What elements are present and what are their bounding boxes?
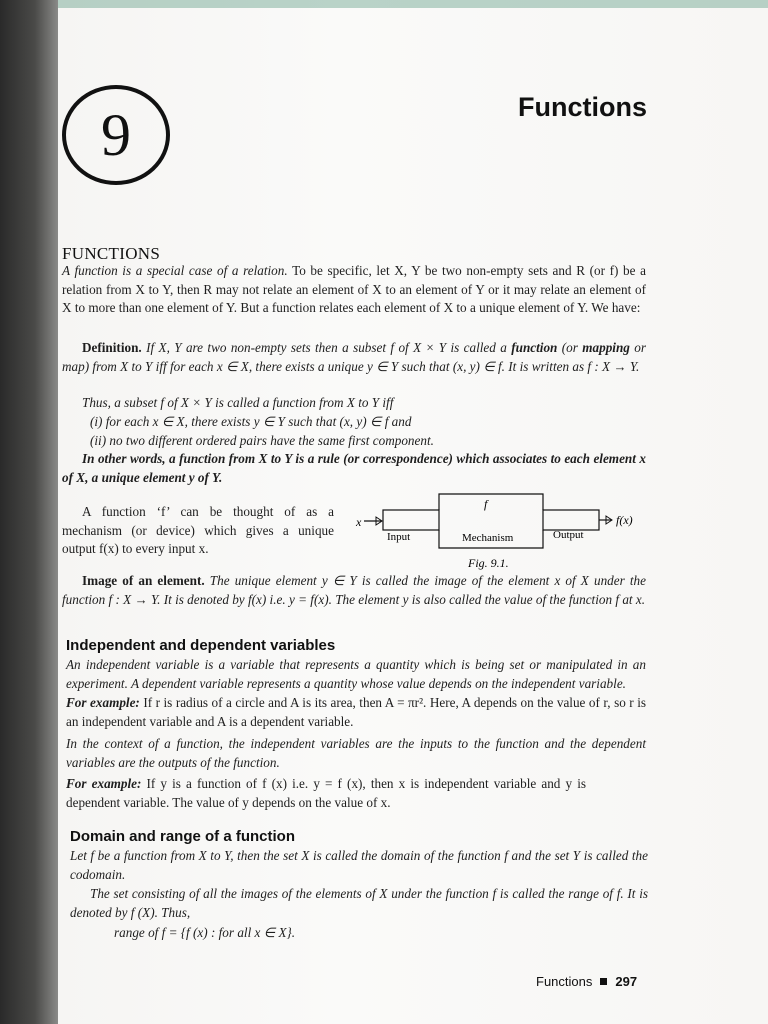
example-1-text: If r is radius of a circle and A is its area, then A = πr². Here, A depends on the value of r, so r is an independent variable and A is a dependent variable.	[66, 695, 646, 729]
variables-example-2	[66, 775, 586, 812]
section-heading-functions: FUNCTIONS	[62, 244, 161, 263]
variables-paragraph-1: An independent variable is a variable that represents a quantity which is being set or manipulated in an experiment. A dependent variable represents a quantity whose value depends on the independent variable.	[66, 657, 646, 691]
footer-square-icon	[600, 978, 607, 985]
output-box	[543, 510, 599, 530]
figure-caption: Fig. 9.1.	[468, 556, 509, 570]
image-paragraph	[62, 572, 646, 609]
diagram-output-label: Output	[553, 529, 584, 541]
page-footer	[536, 974, 637, 989]
condition-1: (i) for each x ∈ X, there exists y ∈ Y such that (x, y) ∈ f and	[90, 414, 412, 429]
thus-line: Thus, a subset f of X × Y is called a function from X to Y iff	[82, 395, 394, 410]
example-2-label: For example:	[66, 776, 142, 791]
image-text: The unique element y ∈ Y is called the image of the element x of X under the function f : X → Y. It is denoted by f(x) i.e. y = f(x). The element y is also called the value of the function f at x.	[62, 573, 646, 607]
chapter-number-badge	[62, 85, 170, 185]
domain-paragraph-2: The set consisting of all the images of the elements of X under the function f is called the range of f. It is denoted by f (X). Thus,	[70, 886, 648, 920]
domain-paragraph-1: Let f be a function from X to Y, then the set X is called the domain of the function f and the set Y is called the codomain.	[70, 848, 648, 882]
chapter-number: 9	[101, 101, 131, 168]
functions-intro-paragraph	[62, 262, 646, 318]
function-mechanism-diagram	[350, 488, 650, 578]
variables-paragraph-2: In the context of a function, the independent variables are the inputs to the function and the dependent variables are the outputs of the function.	[66, 736, 646, 770]
book-binding-edge	[0, 0, 58, 1024]
definition-text-1: If X, Y are two non-empty sets then a subset f of X × Y is called a	[141, 340, 512, 355]
mechanism-description: A function ‘f’ can be thought of as a mechanism (or device) which gives a unique output f(x) to every input x.	[62, 504, 334, 556]
definition-term-mapping: mapping	[582, 340, 630, 355]
other-words-paragraph	[62, 450, 646, 487]
definition-paragraph	[62, 339, 646, 376]
variables-example-1	[66, 694, 646, 731]
definition-label: Definition.	[82, 340, 142, 355]
section-heading-domain-range: Domain and range of a function	[70, 828, 296, 845]
section-heading-variables: Independent and dependent variables	[66, 637, 336, 654]
diagram-input-label: Input	[387, 531, 411, 543]
intro-rest: To be specific, let X, Y be two non-empty sets and R (or f) be a relation from X to Y, then R may not relate an element of X to an element of Y or it may relate an element of X to more than one element of Y. But a function relates each element of X to a unique element of Y. We have:	[62, 263, 646, 315]
range-formula: range of f = {f (x) : for all x ∈ X}.	[114, 925, 296, 940]
other-words-text: In other words, a function from X to Y is a rule (or correspondence) which associates to each element x of X, a unique element y of Y.	[62, 451, 646, 485]
top-color-band	[58, 0, 768, 8]
diagram-output-var: f(x)	[616, 513, 633, 527]
diagram-input-var: x	[356, 515, 362, 529]
definition-text-3: or map) from X to Y iff for each x ∈ X, there exists a unique y ∈ Y such that (x, y) ∈ f. It is written as f : X → Y.	[62, 340, 647, 374]
definition-text-2: (or	[557, 340, 583, 355]
diagram-mechanism-label: Mechanism	[462, 532, 514, 544]
page-number: 297	[615, 974, 638, 989]
chapter-title: Functions	[518, 92, 647, 122]
footer-title: Functions	[536, 974, 593, 989]
example-1-label: For example:	[66, 695, 140, 710]
condition-2: (ii) no two different ordered pairs have the same first component.	[90, 433, 434, 448]
intro-italic: A function is a special case of a relation.	[62, 263, 288, 278]
example-2-text: If y is a function of f (x) i.e. y = f (x), then x is independent variable and y is dependent variable. The value of y depends on the value of x.	[66, 776, 586, 810]
definition-term-function: function	[511, 340, 558, 355]
image-label: Image of an element.	[82, 573, 205, 588]
input-box	[383, 510, 439, 530]
diagram-f-label: f	[484, 497, 488, 511]
